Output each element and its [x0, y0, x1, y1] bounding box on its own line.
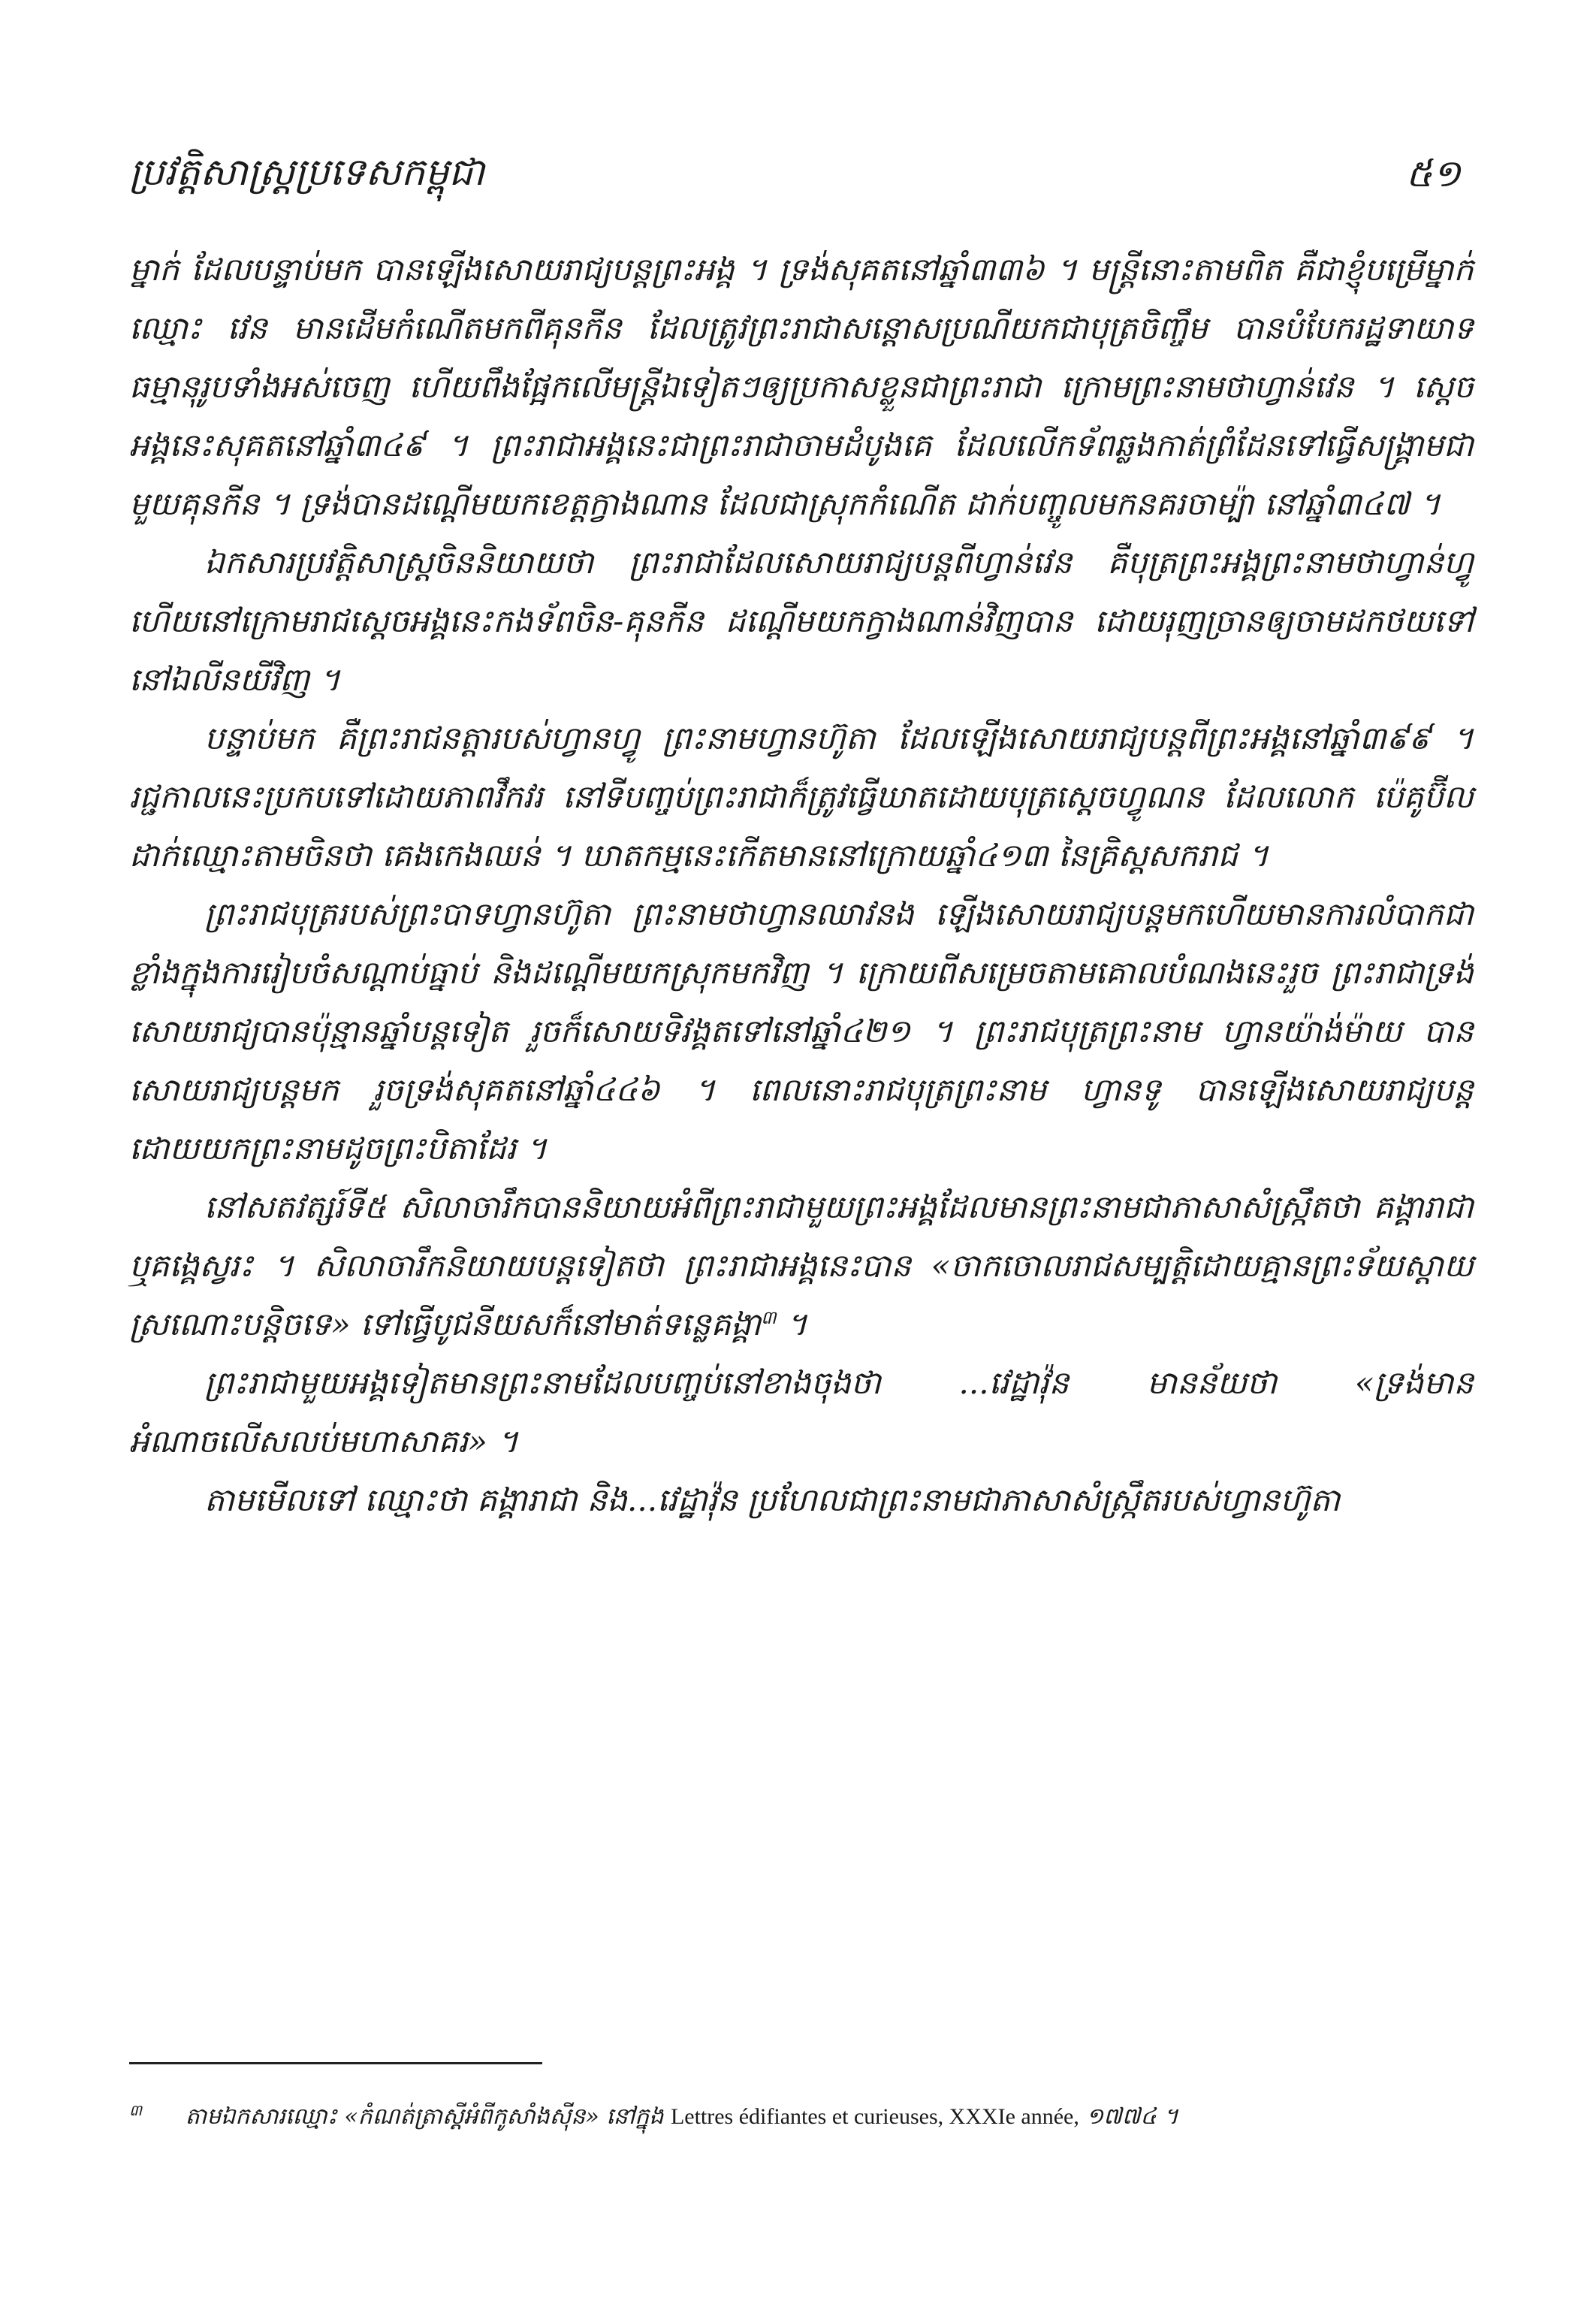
paragraph-5 [129, 1178, 1474, 1354]
paragraph-5-text: នៅសតវត្សរ៍ទី៥ សិលាចារឹកបាននិយាយអំពីព្រះរាជាមួយព្រះអង្គដែលមានព្រះនាមជាភាសាសំស្ក្រឹតថា គង្គារាជា ឬគង្គេស្វរះ ។ សិលាចារឹកនិយាយបន្តទៀតថា ព្រះរាជាអង្គនេះបាន «ចាកចោលរាជសម្បត្តិដោយគ្មានព្រះទ័យស្ដាយស្រណោះបន្តិចទេ» ទៅធ្វើបូជនីយសក៏នៅមាត់ទន្លេគង្គា [129, 1188, 1474, 1342]
footnote-year: ១៧៧៤ ។ [1086, 2103, 1178, 2130]
paragraph-6 [129, 1354, 1474, 1471]
footnote-mark: ៣ [129, 2101, 143, 2119]
paragraph-3-text: បន្ទាប់មក គឺព្រះរាជនត្តារបស់ហ្វានហ្វូ ព្រះនាមហ្វានហ៊ូតា ដែលឡើងសោយរាជ្យបន្តពីព្រះអង្គនៅឆ្នាំ៣៩៩ ។ រជ្ជកាលនេះប្រកបទៅដោយភាពវឹកវរ នៅទីបញ្ចប់ព្រះរាជាក៏ត្រូវធ្វើឃាតដោយបុត្រស្ដេចហ្វូណន ដែលលោក ប៉េគូប៊ីល ដាក់ឈ្មោះតាមចិនថា គេងកេងឈន់ ។ ឃាតកម្មនេះកើតមាននៅក្រោយឆ្នាំ៤១៣ នៃគ្រិស្តសករាជ ។ [129, 720, 1474, 874]
paragraph-2 [129, 533, 1474, 709]
footnote-reference[interactable]: ៣ [761, 1307, 777, 1328]
paragraph-4-text: ព្រះរាជបុត្ររបស់ព្រះបាទហ្វានហ៊ូតា ព្រះនាមថាហ្វានឈាវនង ឡើងសោយរាជ្យបន្តមកហើយមានការលំបាកជាខ្លាំងក្នុងការរៀបចំសណ្ដាប់ធ្នាប់ និងដណ្ដើមយកស្រុកមកវិញ ។ ក្រោយពីសម្រេចតាមគោលបំណងនេះរួច ព្រះរាជាទ្រង់សោយរាជ្យបានប៉ុន្មានឆ្នាំបន្តទៀត រួចក៏សោយទិវង្គតទៅនៅឆ្នាំ៤២១ ។ ព្រះរាជបុត្រព្រះនាម ហ្វានយ៉ាង់ម៉ាយ បានសោយរាជ្យបន្តមក រួចទ្រង់សុគតនៅឆ្នាំ៤៤៦ ។ ពេលនោះរាជបុត្រព្រះនាម ហ្វានទូ បានឡើងសោយរាជ្យបន្ត ដោយយកព្រះនាមដូចព្រះបិតាដែរ ។ [129, 895, 1474, 1167]
paragraph-1-text: ម្នាក់ ដែលបន្ទាប់មក បានឡើងសោយរាជ្យបន្តព្រះអង្គ ។ ទ្រង់សុគតនៅឆ្នាំ៣៣៦ ។ មន្ត្រីនោះតាមពិត គឺជាខ្ញុំបម្រើម្នាក់ឈ្មោះ វេន មានដើមកំណើតមកពីគុនកីន ដែលត្រូវព្រះរាជាសន្តោសប្រណីយកជាបុត្រចិញ្ចឹម បានបំបែករដ្ឋទាយាទធម្មានុរូបទាំងអស់ចេញ ហើយពឹងផ្អែកលើមន្ត្រីឯទៀតៗឲ្យប្រកាសខ្លួនជាព្រះរាជា ក្រោមព្រះនាមថាហ្វាន់វេន ។ ស្ដេចអង្គនេះសុគតនៅឆ្នាំ៣៤៩ ។ ព្រះរាជាអង្គនេះជាព្រះរាជាចាមដំបូងគេ ដែលលើកទ័ពឆ្លងកាត់ព្រំដែនទៅធ្វើសង្គ្រាមជាមួយគុនកីន ។ ទ្រង់បានដណ្ដើមយកខេត្តក្វាងណាន ដែលជាស្រុកកំណើត ដាក់បញ្ចូលមកនគរចាម្ប៉ា នៅឆ្នាំ៣៤៧ ។ [129, 251, 1474, 522]
footnote [129, 2093, 1474, 2134]
paragraph-7-text: តាមមើលទៅ ឈ្មោះថា គង្គារាជា និង...វេដ្ឋាវ៉ុន ប្រហែលជាព្រះនាមជាភាសាសំស្ក្រឹតរបស់ហ្វានហ៊ូតា [204, 1481, 1341, 1518]
paragraph-3 [129, 709, 1474, 885]
running-title: ប្រវត្តិសាស្ត្រប្រទេសកម្ពុជា [129, 150, 485, 194]
body-text [129, 240, 1474, 1529]
paragraph-1 [129, 240, 1474, 533]
footnote-khmer-text: តាមឯកសារឈ្មោះ «កំណត់ត្រាស្ដីអំពីកូសាំងស៊ីន» នៅក្នុង [185, 2103, 664, 2130]
footnote-divider [129, 2062, 542, 2064]
paragraph-6-text: ព្រះរាជាមួយអង្គទៀតមានព្រះនាមដែលបញ្ចប់នៅខាងចុងថា ...វេដ្ឋាវ៉ុន មានន័យថា «ទ្រង់មានអំណាចលើសលប់មហាសាគរ» ។ [129, 1364, 1474, 1460]
paragraph-4 [129, 885, 1474, 1178]
page-number: ៥១ [1405, 152, 1461, 195]
footnote-latin-text: Lettres édifiantes et curieuses, XXXIe année, [670, 2104, 1079, 2129]
paragraph-2-text: ឯកសារប្រវត្តិសាស្ត្រចិននិយាយថា ព្រះរាជាដែលសោយរាជ្យបន្តពីហ្វាន់វេន គឺបុត្រព្រះអង្គព្រះនាមថាហ្វាន់ហ្វូ ហើយនៅក្រោមរាជស្ដេចអង្គនេះកងទ័ពចិន-គុនកីន ដណ្ដើមយកក្វាងណាន់វិញបាន ដោយរុញច្រានឲ្យចាមដកថយទៅនៅឯលីនយីវិញ ។ [129, 544, 1474, 698]
paragraph-5-tail: ។ [776, 1306, 807, 1342]
paragraph-7 [129, 1471, 1474, 1529]
